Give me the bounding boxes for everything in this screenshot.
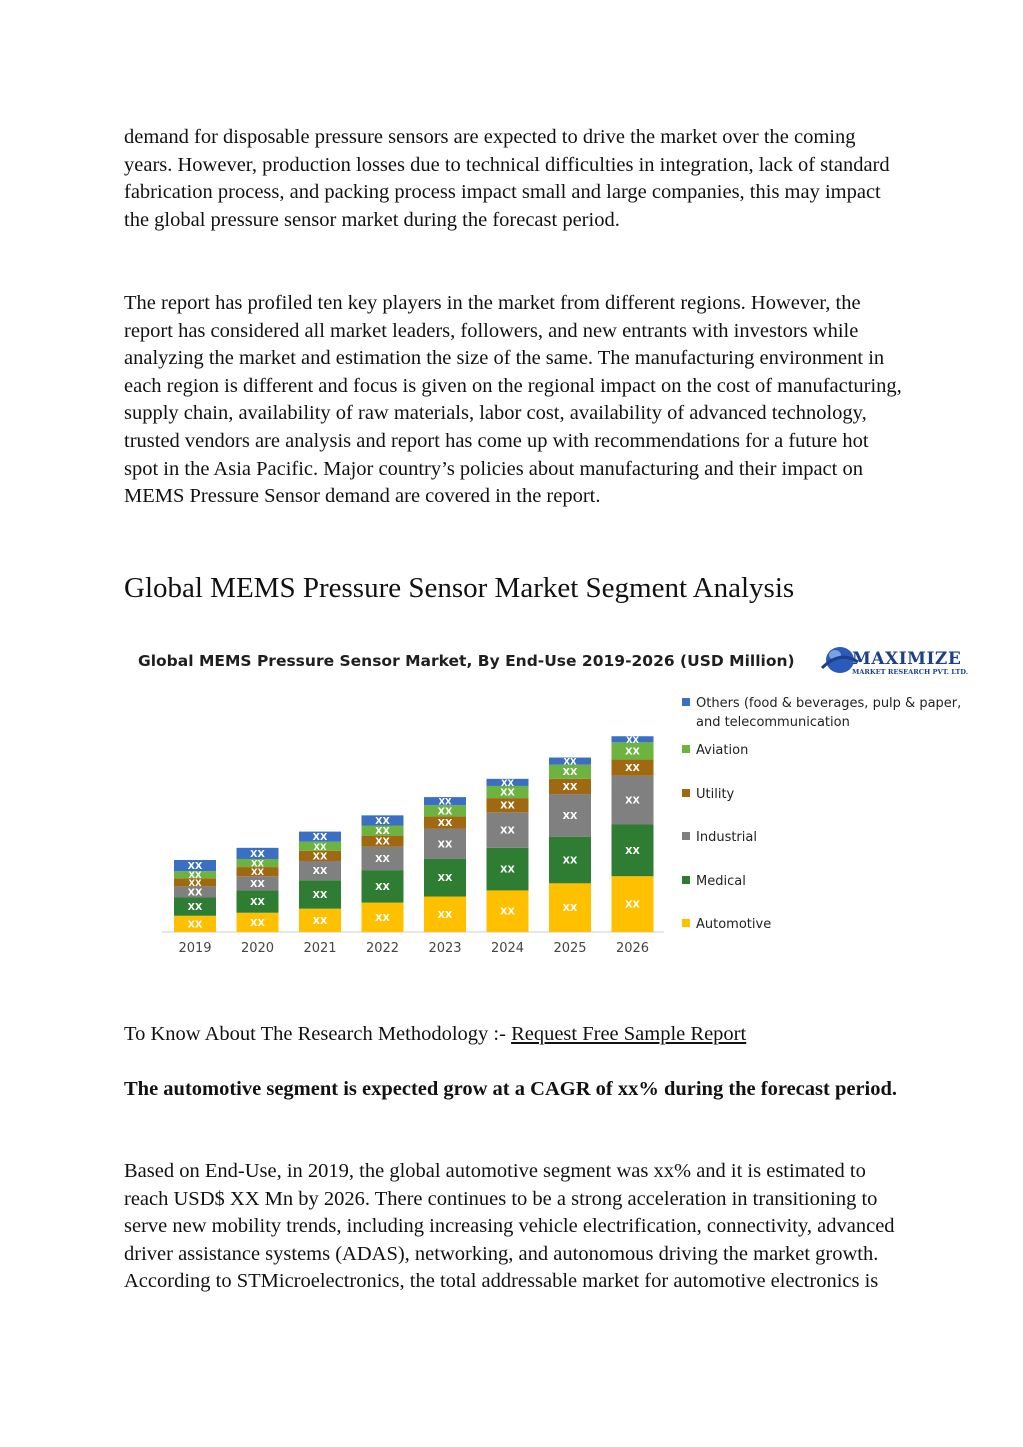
bar-data-label: XX	[562, 767, 578, 779]
bar-data-label: XX	[500, 800, 515, 812]
bar-data-label: XX	[250, 868, 265, 879]
legend-label: Utility	[696, 787, 735, 802]
bar-data-label: XX	[375, 881, 390, 893]
paragraph-automotive: Based on End-Use, in 2019, the global automotive segment was xx% and it is estimated to reach USD$ XX Mn by 2026. There continues to be a strong acceleration in transitioning to serve new mobility trends, including increasing vehicle electrification, connectivity, advanced driver assistance systems (ADAS), networking, and autonomous driving the market growth. According to STMicroelectronics, the total addressable market for automotive electronics is	[124, 1160, 895, 1293]
bar-data-label: XX	[312, 889, 328, 901]
x-tick-label: 2024	[490, 941, 525, 956]
legend-item	[682, 785, 986, 804]
bar-data-label: XX	[250, 897, 265, 909]
bar-data-label: XX	[437, 806, 453, 818]
bar-data-label: XX	[500, 864, 515, 876]
methodology-prefix: To Know About The Research Methodology :-	[124, 1023, 512, 1045]
bar-data-label: XX	[187, 919, 203, 931]
bar-data-label: XX	[625, 763, 640, 775]
legend-swatch	[682, 698, 690, 706]
bar-data-label: XX	[312, 851, 328, 863]
bar-data-label: XX	[437, 873, 453, 885]
bar-data-label: XX	[312, 866, 328, 878]
bar-data-label: XX	[625, 899, 640, 911]
bar-data-label: XX	[312, 915, 328, 927]
x-tick-label: 2019	[178, 941, 212, 956]
legend-item	[682, 872, 986, 891]
bar-data-label: XX	[250, 848, 265, 860]
legend-label: Others (food & beverages, pulp & paper, and telecommunication	[696, 696, 962, 730]
bar-data-label: XX	[437, 817, 453, 829]
legend-swatch	[682, 745, 690, 753]
legend-swatch	[682, 919, 690, 927]
legend-label: Medical	[696, 874, 746, 889]
bar-data-label: XX	[562, 855, 578, 867]
x-tick-label: 2026	[615, 941, 650, 956]
bar-data-label: XX	[438, 797, 452, 808]
logo-word: MAXIMIZE	[852, 649, 962, 669]
bar-data-label: XX	[500, 778, 515, 789]
methodology-line	[124, 1021, 746, 1049]
bar-data-label: XX	[625, 845, 640, 857]
legend-item	[682, 828, 986, 847]
bar-data-label: XX	[250, 859, 265, 870]
bar-data-label: XX	[375, 912, 390, 924]
company-logo	[820, 638, 988, 684]
bar-data-label: XX	[562, 903, 578, 915]
bar-data-label: XX	[625, 735, 640, 746]
bar-data-label: XX	[437, 909, 453, 921]
bar-data-label: XX	[188, 871, 202, 882]
bar-data-label: XX	[375, 836, 390, 848]
x-tick-label: 2020	[240, 941, 275, 956]
chart-figure	[124, 624, 994, 974]
legend-label: Industrial	[696, 830, 757, 845]
legend-label: Automotive	[696, 917, 772, 932]
legend-item	[682, 915, 986, 934]
x-tick-label: 2025	[553, 941, 587, 956]
bar-data-label: XX	[625, 795, 640, 807]
paragraph-intro-end: demand for disposable pressure sensors are expected to drive the market over the coming years. However, production losses due to technical difficulties in integration, lack of standard fabrication process, and packing process impact small and large companies, this may impact the global pressure sensor market during the forecast period.	[124, 126, 890, 231]
bar-data-label: XX	[312, 832, 328, 844]
bar-data-label: XX	[562, 810, 578, 822]
x-tick-label: 2023	[428, 941, 462, 956]
request-sample-link[interactable]: Request Free Sample Report	[511, 1023, 747, 1045]
bar-data-label: XX	[187, 887, 203, 899]
legend-label: Aviation	[696, 743, 749, 758]
bar-data-label: XX	[375, 815, 390, 827]
bar-data-label: XX	[625, 746, 640, 758]
legend-swatch	[682, 789, 690, 797]
x-tick-label: 2022	[365, 941, 400, 956]
bar-data-label: XX	[500, 906, 515, 918]
legend-swatch	[682, 832, 690, 840]
legend-item	[682, 741, 986, 760]
bar-data-label: XX	[563, 757, 577, 768]
bar-data-label: XX	[313, 842, 327, 853]
legend-swatch	[682, 876, 690, 884]
bar-data-label: XX	[562, 781, 578, 793]
x-tick-label: 2021	[303, 941, 337, 956]
chart-title: Global MEMS Pressure Sensor Market, By End-Use 2019-2026 (USD Million)	[138, 652, 795, 670]
automotive-heading: The automotive segment is expected grow at a CAGR of xx% during the forecast period.	[124, 1078, 898, 1100]
bar-data-label: XX	[187, 902, 203, 914]
bar-data-label: XX	[188, 878, 202, 889]
paragraph-key-players: The report has profiled ten key players in the market from different regions. However, the report has considered all market leaders, followers, and new entrants with investors while analyzing the market and estimation the size of the same. The manufacturing environment in each region is different and focus is given on the regional impact on the cost of manufacturing, supply chain, availability of raw materials, labor cost, availability of advanced technology, trusted vendors are analysis and report has come up with recommendations for a future hot spot in the Asia Pacific. Major country’s policies about manufacturing and their impact on MEMS Pressure Sensor demand are covered in the report.	[124, 292, 902, 508]
bar-data-label: XX	[250, 878, 265, 890]
bar-data-label: XX	[437, 839, 453, 851]
bar-data-label: XX	[500, 825, 515, 837]
bar-data-label: XX	[187, 861, 203, 873]
logo-subtitle: MARKET RESEARCH PVT. LTD.	[852, 668, 969, 676]
bar-data-label: XX	[375, 853, 390, 865]
bar-data-label: XX	[250, 917, 265, 929]
stacked-bar-chart	[124, 624, 684, 974]
bar-data-label: XX	[500, 787, 515, 799]
bar-data-label: XX	[375, 826, 390, 838]
section-heading: Global MEMS Pressure Sensor Market Segment Analysis	[124, 572, 795, 604]
legend-item	[682, 694, 986, 732]
